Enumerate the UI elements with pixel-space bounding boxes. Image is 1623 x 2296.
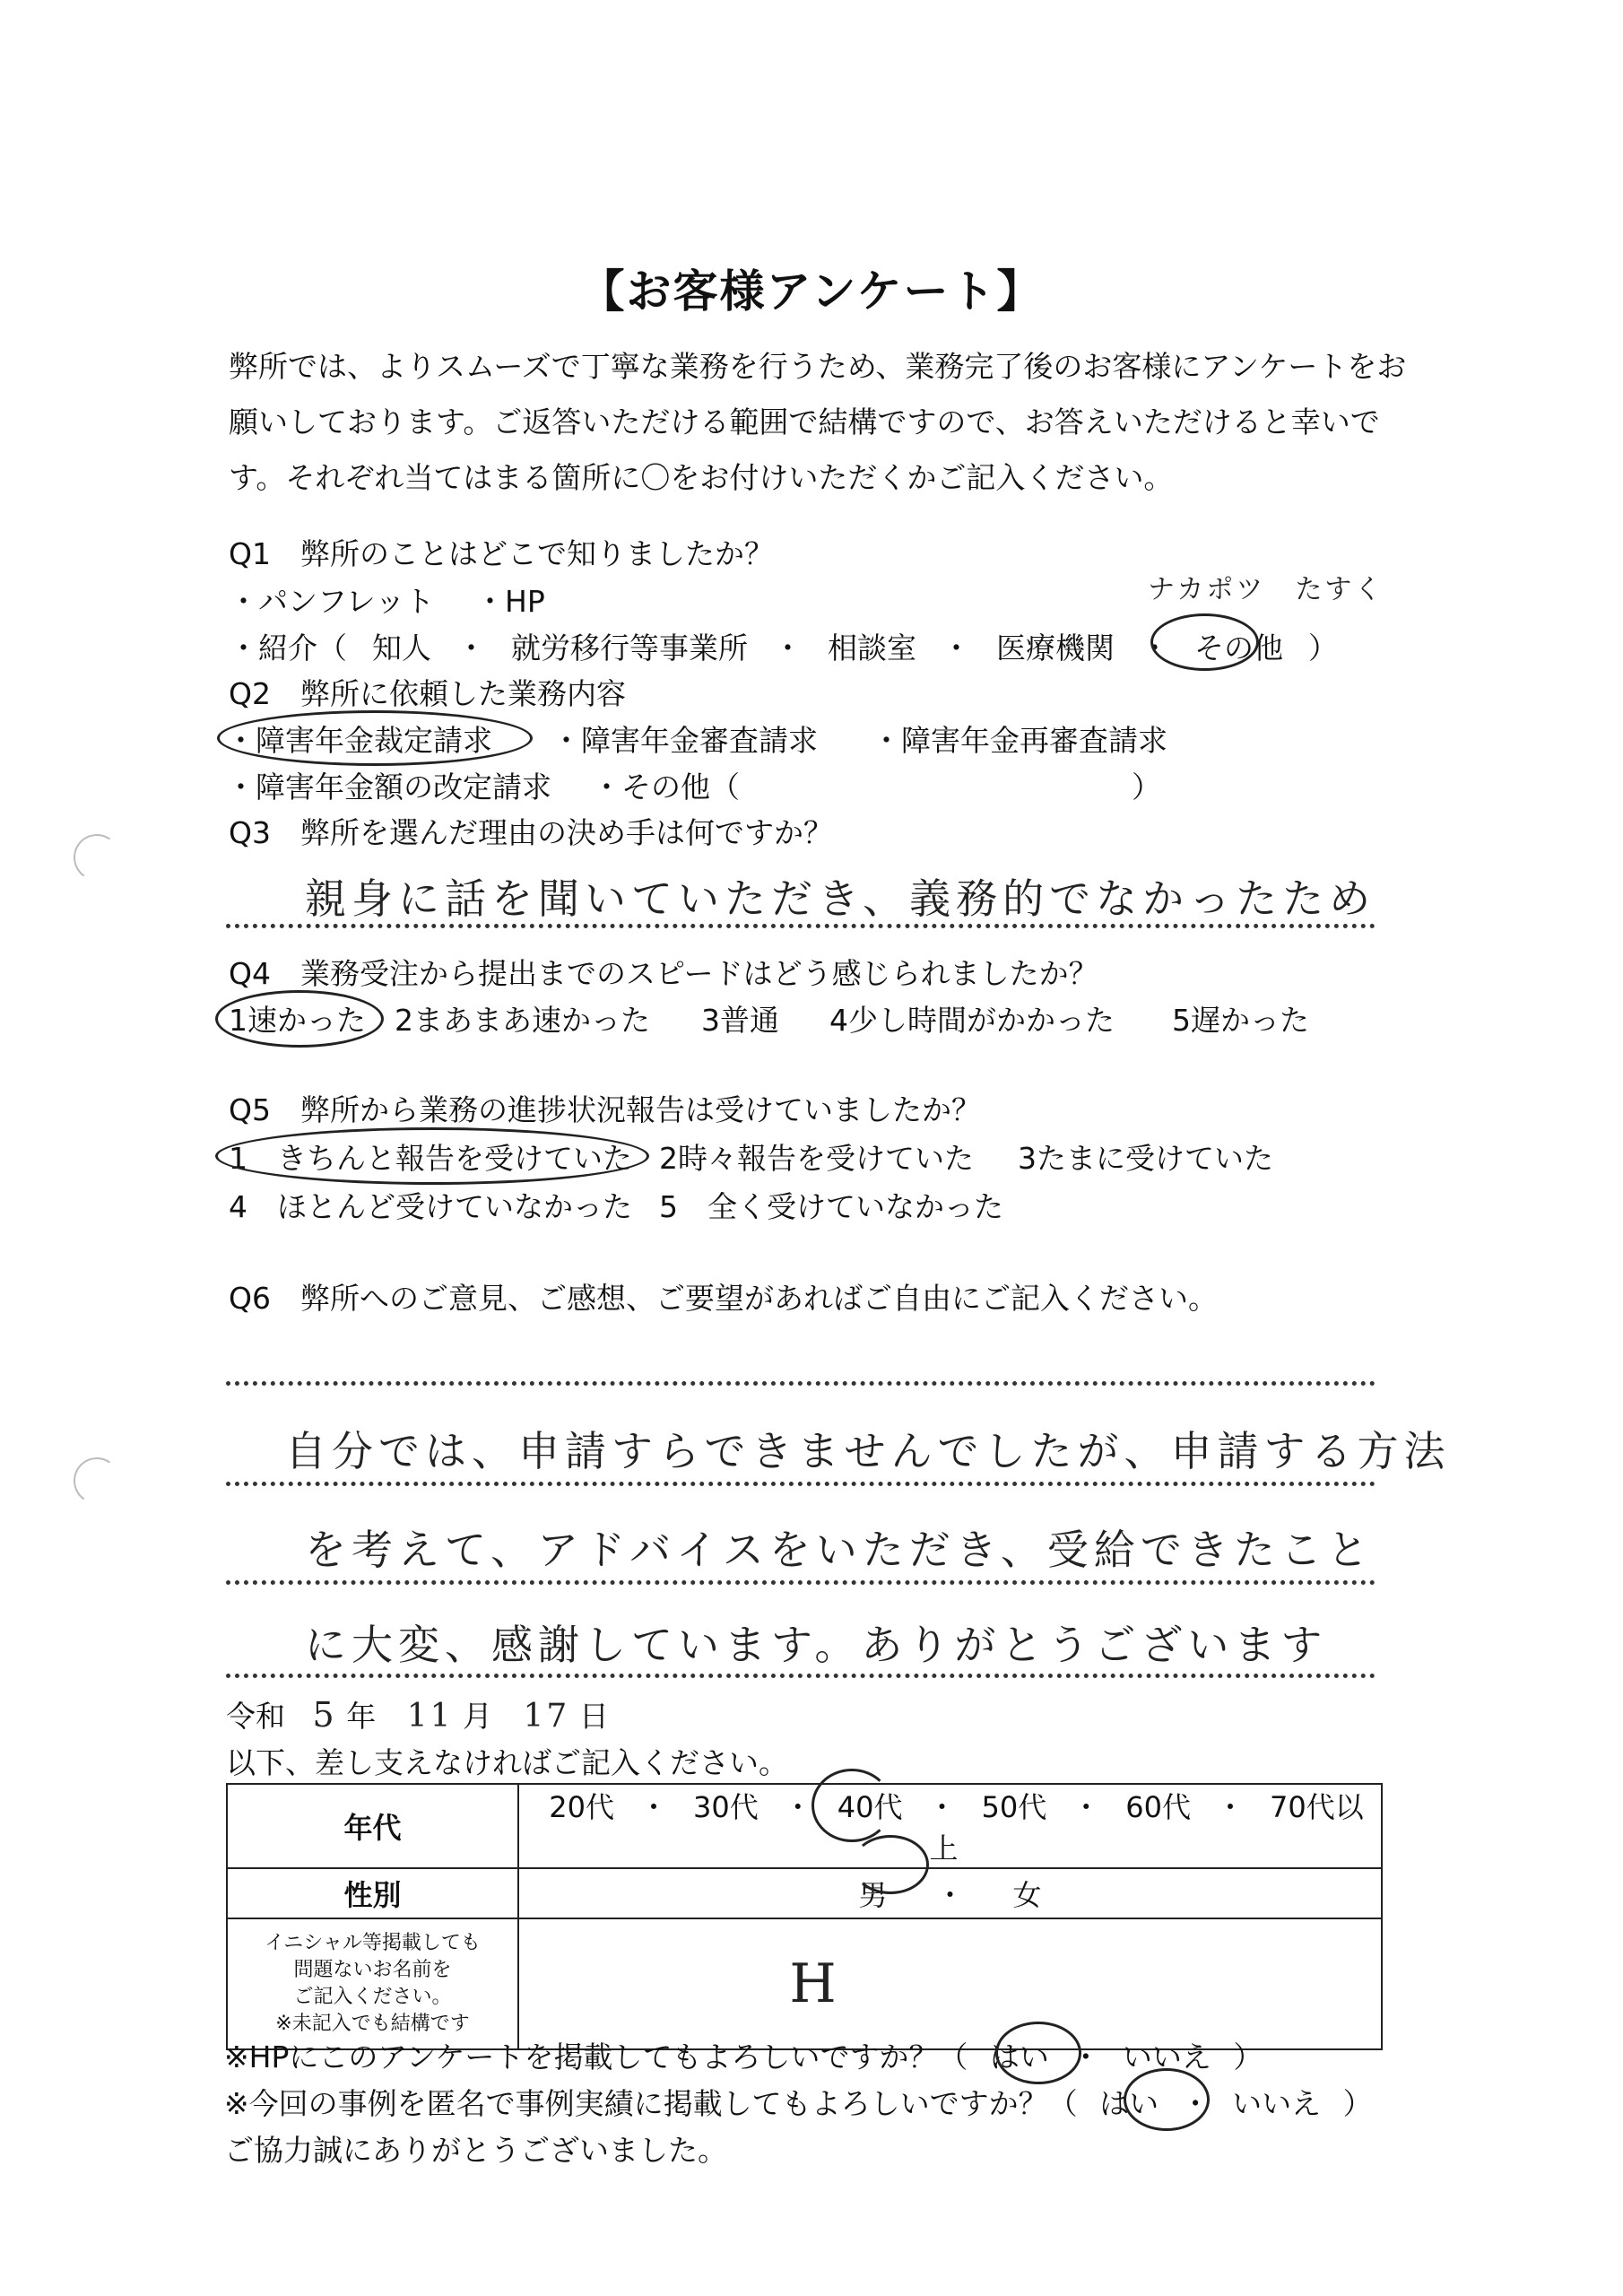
q5-opt-sometimes[interactable]: 2時々報告を受けていた	[659, 1141, 974, 1176]
q1-opt-consult[interactable]: 相談室	[828, 631, 916, 665]
hp-yes[interactable]: はい	[989, 2039, 1049, 2074]
age-50s[interactable]: 50代	[981, 1790, 1047, 1824]
hp-question: ※HPにこのアンケートを掲載してもよろしいですか？（	[224, 2039, 968, 2074]
hp-question-row	[224, 2034, 1263, 2076]
date-day-unit: 日	[578, 1699, 609, 1734]
q1-opt-employment[interactable]: 就労移行等事業所	[511, 631, 748, 665]
q6-question: Q6 弊所へのご意見、ご感想、ご要望があればご自由にご記入ください。	[229, 1281, 1218, 1316]
q2-opt-review-request[interactable]: ・障害年金審査請求	[551, 723, 818, 758]
q4-opt-slow[interactable]: 5遅かった	[1172, 1003, 1309, 1038]
age-20s[interactable]: 20代	[549, 1790, 614, 1824]
case-question: ※今回の事例を匿名で事例実績に掲載してもよろしいですか？（	[224, 2086, 1078, 2121]
q5-question: Q5 弊所から業務の進捗状況報告は受けていましたか？	[229, 1092, 981, 1127]
respondent-info-table	[226, 1783, 1383, 2050]
q4-opt1-circle-mark	[215, 990, 384, 1048]
q6-line-3	[226, 1674, 1376, 1678]
q1-opt-hp[interactable]: ・HP	[475, 584, 545, 619]
age-60s[interactable]: 60代	[1125, 1790, 1191, 1824]
age-label: 年代	[227, 1784, 518, 1868]
name-label	[227, 1918, 518, 2049]
punch-hole-mark-top	[70, 831, 124, 884]
gender-male[interactable]: 男	[858, 1878, 888, 1912]
gender-female[interactable]: 女	[1012, 1878, 1042, 1912]
q1-intro-open: ・紹介（	[229, 631, 347, 665]
q2-opt-award-claim[interactable]: ・障害年金裁定請求	[226, 723, 492, 758]
name-value-cell[interactable]	[518, 1918, 1382, 2049]
q1-question: Q1 弊所のことはどこで知りましたか？	[229, 536, 774, 571]
q1-opt-medical[interactable]: 医療機関	[996, 631, 1115, 665]
closing-message: ご協力誠にありがとうございました。	[224, 2133, 727, 2168]
age-sep-1: ・	[638, 1790, 668, 1824]
age-40s-circle-mark	[812, 1769, 892, 1842]
hp-yes-circle-mark	[995, 2022, 1081, 2084]
gender-label: 性別	[227, 1868, 518, 1918]
page-title: 【お客様アンケート】	[579, 265, 1044, 317]
q6-answer-line-1: 自分では、申請すらできませんでしたが、申請する方法	[285, 1427, 1451, 1475]
hp-close: ）	[1233, 2039, 1263, 2074]
age-30s[interactable]: 30代	[693, 1790, 759, 1824]
hp-no[interactable]: いいえ	[1122, 2039, 1211, 2074]
date-month-unit: 月	[463, 1699, 492, 1734]
name-value: H	[789, 1952, 842, 2015]
q3-question: Q3 弊所を選んだ理由の決め手は何ですか？	[229, 815, 833, 850]
q2-opt-re-review-request[interactable]: ・障害年金再審査請求	[872, 723, 1167, 758]
q1-close: ）	[1308, 631, 1338, 665]
date-year-unit: 年	[346, 1699, 377, 1734]
gender-options	[518, 1868, 1382, 1918]
date-day: 17	[523, 1698, 570, 1735]
case-yes[interactable]: はい	[1099, 2086, 1159, 2121]
q5-opt-rarely[interactable]: 4 ほとんど受けていなかった	[229, 1189, 632, 1224]
q2-opt1-circle-mark	[217, 710, 533, 766]
q1-sep-3: ・	[942, 631, 971, 665]
q4-opt-fairly-fast[interactable]: 2まあまあ速かった	[395, 1003, 650, 1038]
q5-opt-occasionally[interactable]: 3たまに受けていた	[1018, 1141, 1273, 1176]
age-sep-4: ・	[1072, 1790, 1101, 1824]
q6-line-2	[226, 1580, 1376, 1585]
q4-opt-normal[interactable]: 3普通	[701, 1003, 779, 1038]
q4-question: Q4 業務受注から提出までのスピードはどう感じられましたか？	[229, 956, 1098, 991]
q1-opt-acquaintance[interactable]: 知人	[372, 631, 431, 665]
name-label-line-4: ※未記入でも結構です	[275, 2013, 470, 2035]
case-sep: ・	[1180, 2086, 1211, 2121]
case-no[interactable]: いいえ	[1232, 2086, 1322, 2121]
q1-opt-pamphlet[interactable]: ・パンフレット	[229, 584, 435, 619]
case-yes-circle-mark	[1124, 2068, 1210, 2131]
name-label-line-3: ご記入ください。	[293, 1986, 452, 2008]
q5-opt1-circle-mark	[215, 1127, 649, 1185]
q4-opt-slightly-slow[interactable]: 4少し時間がかかった	[829, 1003, 1115, 1038]
date-era: 令和	[226, 1699, 285, 1734]
age-sep-2: ・	[783, 1790, 812, 1824]
q6-answer-line-3: に大変、感謝しています。ありがとうございます	[305, 1621, 1328, 1669]
case-close: ）	[1342, 2086, 1373, 2121]
age-sep-3: ・	[927, 1790, 957, 1824]
age-40s[interactable]: 40代	[837, 1790, 903, 1824]
date-year: 5	[312, 1695, 337, 1735]
intro-text: 弊所では、よりスムーズで丁寧な業務を行うため、業務完了後のお客様にアンケートをお願いしております。ご返答いただける範囲で結構ですので、お答えいただけると幸いです。それぞれ当てはまる箇所に〇をお付けいただくかご記入ください。	[229, 349, 1407, 495]
q1-other-circle-mark	[1150, 613, 1259, 671]
gender-sep: ・	[935, 1878, 965, 1912]
q3-answer-line	[226, 924, 1376, 928]
q5-opt-reported-properly[interactable]: 1 きちんと報告を受けていた	[229, 1141, 632, 1176]
q1-sep-1: ・	[456, 631, 486, 665]
q4-opt-fast[interactable]: 1速かった	[229, 1003, 366, 1038]
q6-line-0	[226, 1381, 1376, 1386]
q2-opt-other[interactable]: ・その他（	[592, 770, 740, 804]
q6-line-1	[226, 1482, 1376, 1486]
q2-opt-other-close: ）	[1132, 770, 1161, 804]
q2-question: Q2 弊所に依頼した業務内容	[229, 676, 626, 711]
table-intro: 以下、差し支えなければご記入ください。	[226, 1745, 788, 1780]
gender-male-circle-mark	[852, 1835, 929, 1894]
age-options	[518, 1784, 1382, 1868]
q1-handwritten-note: ナカポツ たすく	[1148, 574, 1384, 605]
q1-sep-4: ・	[1140, 631, 1169, 665]
q2-opt-amount-revision[interactable]: ・障害年金額の改定請求	[226, 770, 551, 804]
name-label-line-1: イニシャル等掲載しても	[265, 1932, 481, 1954]
date-month: 11	[406, 1698, 454, 1735]
name-label-line-2: 問題ないお名前を	[293, 1959, 452, 1981]
age-sep-5: ・	[1215, 1790, 1245, 1824]
date-row	[226, 1693, 609, 1735]
q5-opt-never[interactable]: 5 全く受けていなかった	[659, 1189, 1003, 1224]
hp-sep: ・	[1071, 2039, 1101, 2074]
q6-answer-line-2: を考えて、アドバイスをいただき、受給できたこと	[305, 1526, 1374, 1574]
q3-answer-handwritten: 親身に話を聞いていただき、義務的でなかったため	[305, 874, 1376, 923]
q1-opt-other[interactable]: その他	[1194, 631, 1283, 665]
punch-hole-mark-bottom	[70, 1454, 124, 1508]
q1-sep-2: ・	[773, 631, 803, 665]
age-70s-plus[interactable]: 70代以上	[929, 1790, 1364, 1866]
